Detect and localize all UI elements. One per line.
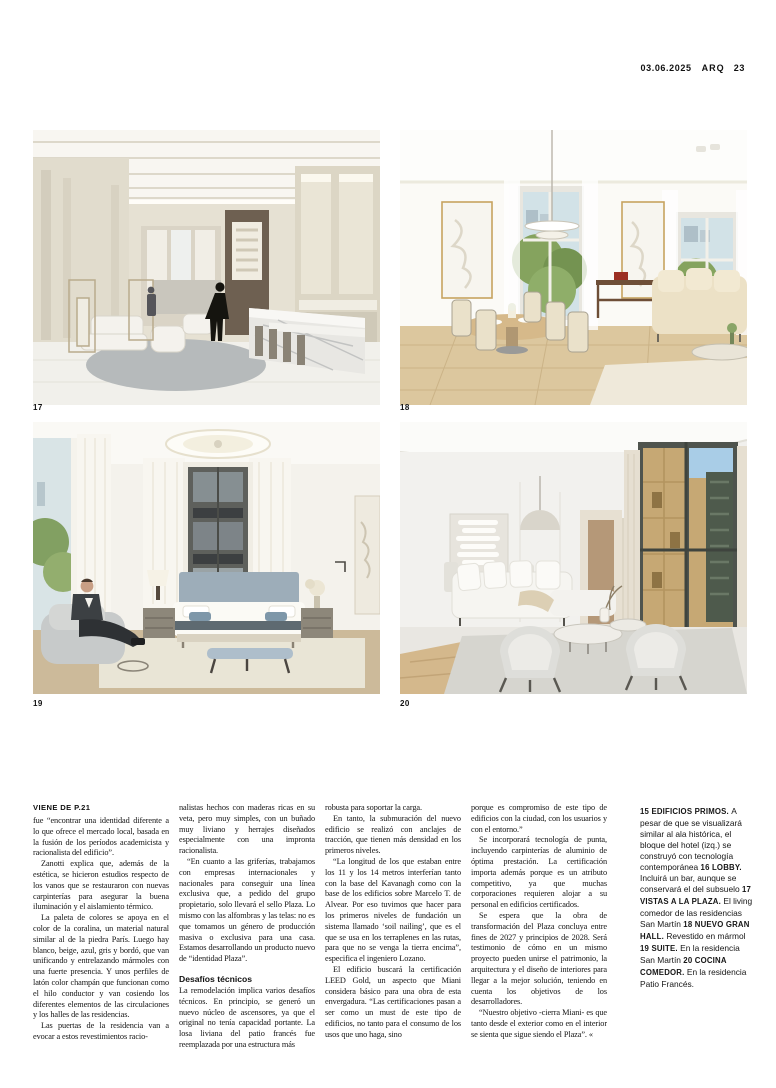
body-paragraph: nalistas hechos con maderas ricas en su veta, pero muy simples, con un buñado muy liviano y herrajes diseñados especialmente con una impronta racionalista. <box>179 803 315 856</box>
caption-text: Incluirá un bar, aunque se conservará el del subsuelo <box>640 873 742 895</box>
article-column <box>471 803 607 1069</box>
body-paragraph: “Nuestro objetivo -cierra Miani- es que tanto desde el exterior como en el interior se sienta que sigue siendo el Plaza”. « <box>471 1008 607 1039</box>
continued-from-kicker: VIENE DE P.21 <box>33 803 91 812</box>
body-paragraph: porque es compromiso de este tipo de edificios con la ciudad, con los usuarios y con el entorno.” <box>471 803 607 834</box>
bedroom-bed <box>173 572 305 648</box>
captions-column <box>640 806 756 1068</box>
figure-photo-hall <box>33 130 380 405</box>
article-column <box>325 803 461 1069</box>
caption-label: 18 NUEVO GRAN HALL. <box>640 920 750 941</box>
figure-photo-living <box>400 422 747 694</box>
body-paragraph: Se espera que la obra de transformación del Plaza concluya entre fines de 2027 y principios de 2028. Será testimonio de cómo en un mismo proyecto pueden unirse el patrimonio, la arquitectura y el diseño de interiores para llegar a la mejor solución, teniendo en cuenta los objetivos de los desarrolladores. <box>471 910 607 1007</box>
caption-label: 19 SUITE. <box>640 943 681 953</box>
dining-rug <box>590 358 747 405</box>
figure-number-17: 17 <box>33 403 43 412</box>
body-paragraph: El edificio buscará la certificación LEED Gold, un aspecto que Miani considera básico para una obra de esta envergadura. “Las certificaciones pasan a ser como un must de este tipo de edificios, no tanto para el consumo de los usos que uno haga, sino <box>325 964 461 1039</box>
body-paragraph: La remodelación implica varios desafíos técnicos. En principio, se generó un nuevo núcleo de ascensores, ya que el original no tenía capacidad portante. La losa liviana del patio francés fue reemplazada por una estructura más <box>179 985 315 1049</box>
figure-number-20: 20 <box>400 699 410 708</box>
article-column <box>179 803 315 1069</box>
caption-text: Revestido en mármol <box>666 930 746 941</box>
body-paragraph: fue “encontrar una identidad diferente a lo que ofrece el mercado local, basada en la fusión de los períodos academicista y racionalista del edificio”. <box>33 816 169 858</box>
bedroom-illustration <box>33 422 380 694</box>
bedroom-bench <box>207 648 293 659</box>
hall-illustration <box>33 130 380 405</box>
figure-photo-dining <box>400 130 747 405</box>
bedroom-ceiling-light <box>166 430 270 458</box>
figure-number-19: 19 <box>33 699 43 708</box>
body-paragraph: En tanto, la submuración del nuevo edificio se realizó con anclajes de tracción, que tienen más densidad en los primeros niveles. <box>325 813 461 856</box>
dining-window-left <box>512 186 587 320</box>
body-paragraph: Zanotti explica que, además de la estética, se hicieron estudios respecto de los vanos que se restauraron con nuevas carpinterías para asegurar la buena iluminación y el aislamiento térmico. <box>33 859 169 912</box>
living-illustration <box>400 422 747 694</box>
body-paragraph: Las puertas de la residencia van a evocar a estos revestimientos racio- <box>33 1021 169 1041</box>
body-paragraph: Se incorporará tecnología de punta, incluyendo carpinterías de aluminio de óptima prestación. La certificación importa además porque es un atributo competitivo, ya que muchas corporaciones requieren alojar a su personal en edificios certificados. <box>471 835 607 910</box>
caption-text: A pesar de que se visualizará similar al ala histórica, el bloque del hotel (izq.) se construyó con tecnología contemporánea <box>640 806 742 872</box>
body-paragraph: “En cuanto a las griferías, trabajamos con empresas internacionales y nacionales para conseguir una línea exclusiva que, a pedido del grupo propietario, solo llevará el sello Plaza. Lo mismo con las alfombras y las telas: no es que tomamos un género de producción masiva o exclusiva para una casa. Estamos desarrollando un producto nuevo de “identidad Plaza”. <box>179 856 315 964</box>
caption-label: 16 LOBBY. <box>700 862 742 872</box>
body-paragraph: La paleta de colores se apoya en el color de la coralina, un material natural similar al de la piedra París. Luego hay blanco, beige, azul, gris y bordó, que van unificando y entrelazando mármoles con una fuerte presencia. Y unos perfiles de latón color champán que funcionan como el hilo conductor y van cosiendo los diferentes elementos de las circulaciones y los halles de las residencias. <box>33 913 169 1020</box>
figure-photo-bedroom <box>33 422 380 694</box>
section-subhead: Desafíos técnicos <box>179 973 253 984</box>
article-column <box>33 803 169 1069</box>
section-brand: ARQ <box>701 63 725 73</box>
dining-ceiling <box>400 130 747 182</box>
page-header <box>641 63 745 73</box>
caption-label: 15 EDIFICIOS PRIMOS. <box>640 807 732 816</box>
captions-paragraph <box>640 806 756 990</box>
caption-label: 20 COCINA COMEDOR. <box>640 955 727 977</box>
figure-number-18: 18 <box>400 403 410 412</box>
body-paragraph: robusta para soportar la carga. <box>325 803 422 812</box>
bedroom-rug <box>99 638 365 688</box>
page-number: 23 <box>733 63 745 73</box>
issue-date: 03.06.2025 <box>640 63 692 73</box>
caption-text: El living comedor de las residencias San Martín <box>640 896 753 930</box>
body-paragraph: “La longitud de los que estaban entre los 11 y los 14 metros interferían tanto con la base del Kavanagh como con la base de los edificios sobre Marcelo T. de Alvear. Por eso tuvimos que hacer para los primeros niveles de fundación un sistema llamado ‘soil nailing’, que es el que se usa en los terraplenes en las rutas, para que no se venga la tierra encima”, especifica el ingeniero Lozano. <box>325 856 461 964</box>
caption-text: En la residencia San Martín <box>640 942 740 965</box>
caption-label: 17 VISTAS A LA PLAZA. <box>640 885 752 907</box>
caption-text: En la residencia Patio Francés. <box>640 966 747 989</box>
article-columns <box>33 803 608 1069</box>
dining-illustration <box>400 130 747 405</box>
